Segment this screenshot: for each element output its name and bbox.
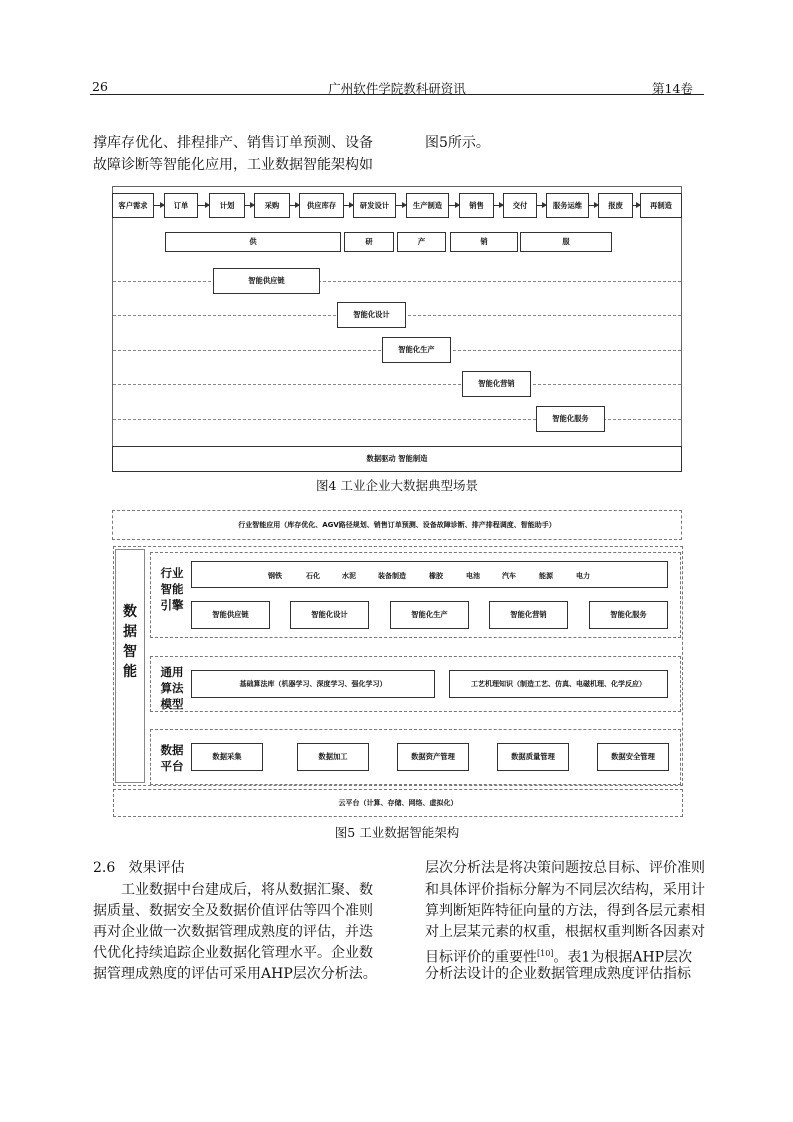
module-smart-service: 智能化服务	[589, 601, 668, 629]
chain-arrow	[290, 205, 299, 206]
algorithm-library-box: 基础算法库（机器学习、深度学习、强化学习）	[191, 670, 435, 698]
section-right-line-6: 分析法设计的企业数据管理成熟度评估指标	[425, 966, 691, 982]
journal-title: 广州软件学院教科研资讯	[328, 81, 466, 96]
chain-arrow	[494, 205, 503, 206]
lane-smart-design: 智能化设计	[337, 302, 406, 328]
engine-label	[155, 565, 189, 613]
chain-box-1: 客户需求	[112, 193, 154, 218]
process-mechanism-box: 工艺机理知识（制造工艺、仿真、电磁机理、化学反应）	[449, 670, 668, 698]
industry-rubber: 橡胶	[429, 572, 443, 580]
chain-arrow	[198, 205, 209, 206]
side-label-char: 数	[123, 604, 137, 620]
right-line-5-text: 目标评价的重要性	[425, 949, 537, 966]
module-smart-marketing: 智能化营销	[489, 601, 568, 629]
lane-smart-service: 智能化服务	[536, 406, 605, 432]
section-left-line-2: 据质量、数据安全及数据价值评估等四个准则	[93, 903, 373, 919]
engine-label-line: 智能	[160, 582, 184, 596]
chain-box-11: 报废	[598, 193, 633, 218]
platform-data-security: 数据安全管理	[597, 743, 669, 771]
intro-line-1: 撑库存优化、排程排产、销售订单预测、设备	[93, 135, 373, 151]
section-right-line-4: 对上层某元素的权重，根据权重判断各因素对	[425, 924, 705, 940]
header-rule	[90, 94, 704, 95]
section-heading: 2.6 效果评估	[93, 860, 185, 876]
chain-arrow	[633, 205, 640, 206]
platform-data-quality: 数据质量管理	[497, 743, 569, 771]
chain-box-2: 订单	[164, 193, 198, 218]
data-intelligence-label	[115, 602, 145, 682]
industry-battery: 电池	[466, 572, 480, 580]
lane-smart-production: 智能化生产	[382, 337, 451, 363]
platform-data-processing: 数据加工	[297, 743, 369, 771]
section-left-line-5: 据管理成熟度的评估可采用AHP层次分析法。	[93, 966, 377, 982]
chain-box-5: 供应库存	[299, 193, 344, 218]
chain-box-10: 服务运维	[546, 193, 589, 218]
figure5-caption: 图5 工业数据智能架构	[334, 825, 460, 840]
platform-label-line: 平台	[160, 759, 184, 773]
figure4-caption: 图4 工业企业大数据典型场景	[316, 478, 478, 493]
algorithm-label-line: 通用	[160, 665, 184, 679]
industry-steel: 钢铁	[268, 572, 282, 580]
chain-box-4: 采购	[254, 193, 290, 218]
intro-right-line: 图5所示。	[425, 135, 490, 151]
algorithm-label-line: 算法	[160, 681, 184, 695]
engine-label-line: 行业	[160, 566, 184, 580]
chain-arrow	[396, 205, 406, 206]
section-right-line-3: 算判断矩阵特征向量的方法，得到各层元素相	[425, 903, 705, 919]
chain-box-3: 计划	[209, 193, 245, 218]
chain-arrow	[344, 205, 353, 206]
module-smart-supply-chain: 智能供应链	[191, 601, 270, 629]
side-label-char: 据	[123, 624, 137, 640]
section-left-line-4: 代优化持续追踪企业数据化管理水平。企业数	[93, 945, 373, 961]
platform-data-collection: 数据采集	[191, 743, 263, 771]
chain-arrow	[589, 205, 598, 206]
chain-arrow	[154, 205, 164, 206]
algorithm-label	[155, 664, 189, 712]
chain-box-7: 生产制造	[406, 193, 449, 218]
side-label-char: 能	[123, 664, 137, 680]
segment-service: 服	[520, 232, 612, 252]
module-smart-design: 智能化设计	[290, 601, 369, 629]
right-line-5-tail: 。表1为根据AHP层次	[553, 949, 693, 966]
chain-box-12: 再制造	[640, 193, 682, 218]
segment-sales: 销	[450, 232, 518, 252]
chain-box-6: 研发设计	[353, 193, 396, 218]
figure4-footer-bar: 数据驱动 智能制造	[112, 446, 682, 472]
section-right-line-2: 和具体评价指标分解为不同层次结构，采用计	[425, 882, 705, 898]
cloud-platform-text: 云平台（计算、存储、网络、虚拟化）	[338, 799, 458, 807]
industry-auto: 汽车	[502, 572, 516, 580]
module-smart-production: 智能化生产	[390, 601, 469, 629]
segment-produce: 产	[397, 232, 446, 252]
lane-divider	[113, 281, 681, 282]
industry-cement: 水泥	[342, 572, 356, 580]
segment-supply: 供	[165, 232, 341, 252]
platform-label-line: 数据	[160, 743, 184, 757]
industry-energy: 能源	[539, 572, 553, 580]
section-left-line-3: 再对企业做一次数据管理成熟度的评估，并迭	[93, 924, 373, 940]
algorithm-label-line: 模型	[160, 697, 184, 711]
industry-equipment: 装备制造	[378, 572, 406, 580]
chain-box-9: 交付	[503, 193, 537, 218]
chain-arrow	[449, 205, 459, 206]
platform-data-assets: 数据资产管理	[397, 743, 469, 771]
section-right-line-1: 层次分析法是将决策问题按总目标、评价准则	[425, 860, 705, 876]
page-number: 26	[92, 79, 108, 94]
citation-ref: [10]	[537, 949, 554, 958]
platform-label	[155, 742, 189, 774]
chain-box-8: 销售	[459, 193, 494, 218]
chain-arrow	[245, 205, 254, 206]
engine-label-line: 引擎	[160, 598, 184, 612]
industry-petrochem: 石化	[306, 572, 320, 580]
industry-power: 电力	[576, 572, 590, 580]
lane-smart-supply-chain: 智能供应链	[213, 268, 320, 294]
chain-arrow	[537, 205, 546, 206]
segment-research: 研	[344, 232, 394, 252]
lane-smart-marketing: 智能化营销	[462, 371, 531, 397]
intro-line-2: 故障诊断等智能化应用，工业数据智能架构如	[93, 157, 373, 173]
side-label-char: 智	[123, 644, 137, 660]
volume-label: 第14卷	[652, 81, 693, 96]
section-left-line-1: 工业数据中台建成后，将从数据汇聚、数	[121, 882, 373, 898]
lane-divider	[113, 384, 681, 385]
figure5-top-app-text: 行业智能应用（库存优化、AGV路径规划、销售订单预测、设备故障诊断、排产排程调度、智能助手）	[238, 521, 556, 529]
